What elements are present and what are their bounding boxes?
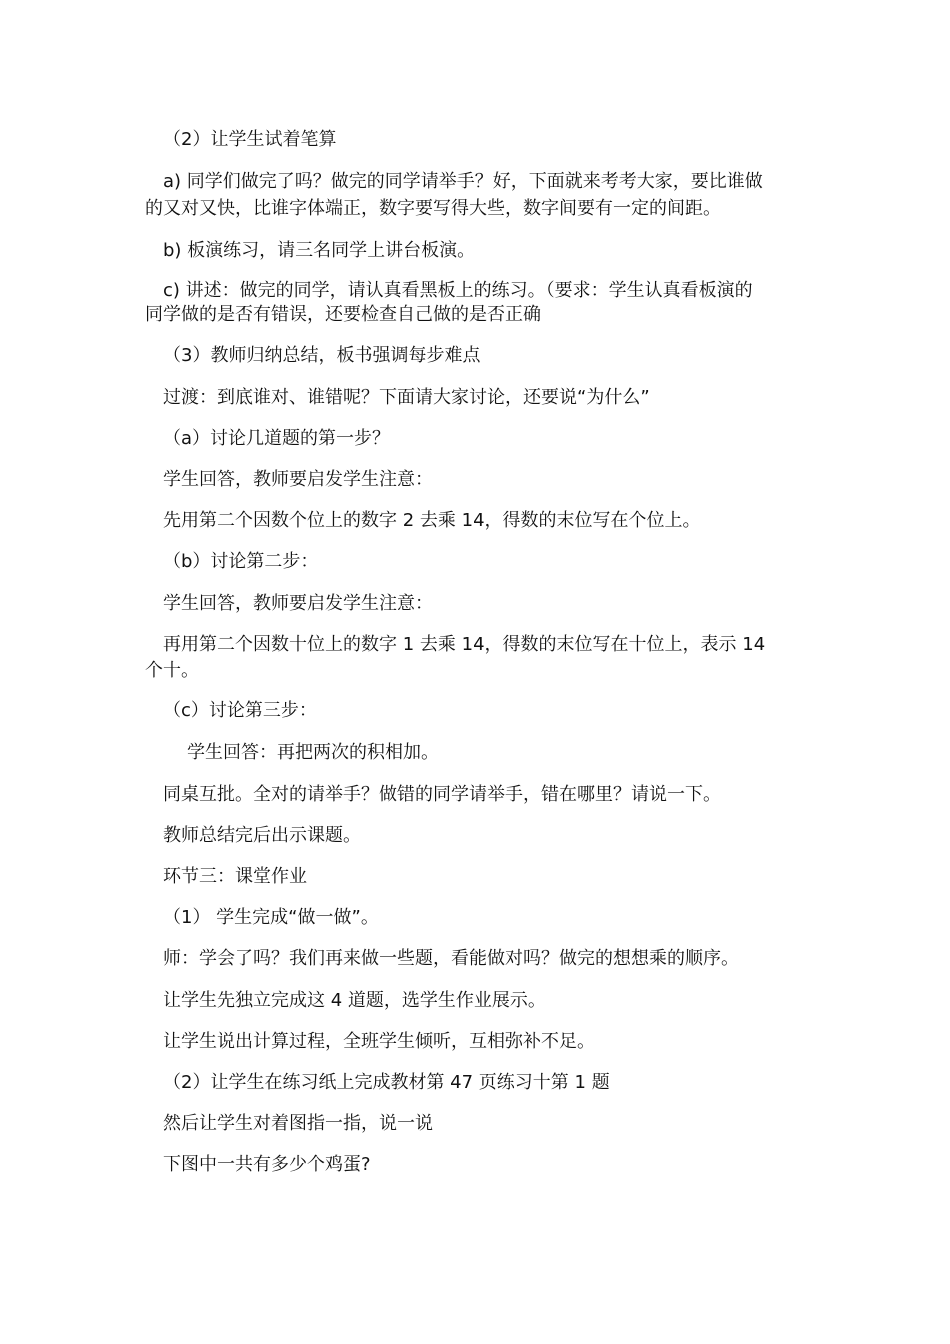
- paragraph-line: （2）让学生试着笔算: [163, 129, 337, 150]
- paragraph-line: 让学生说出计算过程，全班学生倾听，互相弥补不足。: [163, 1031, 595, 1052]
- paragraph-line: （a）讨论几道题的第一步？: [163, 428, 391, 449]
- paragraph-line: 让学生先独立完成这 4 道题，选学生作业展示。: [163, 990, 546, 1011]
- paragraph-line: 学生回答，教师要启发学生注意：: [163, 469, 433, 490]
- paragraph-line: 个十。: [145, 660, 199, 681]
- paragraph-line: 然后让学生对着图指一指，说一说: [163, 1113, 433, 1134]
- paragraph-line: （2）让学生在练习纸上完成教材第 47 页练习十第 1 题: [163, 1072, 610, 1093]
- paragraph-line: 同桌互批。全对的请举手？做错的同学请举手，错在哪里？请说一下。: [163, 784, 721, 805]
- paragraph-line: 的又对又快，比谁字体端正，数字要写得大些，数字间要有一定的间距。: [145, 198, 721, 219]
- paragraph-line: 教师总结完后出示课题。: [163, 825, 361, 846]
- paragraph-line: 下图中一共有多少个鸡蛋?: [163, 1154, 371, 1175]
- paragraph-line: 学生回答，教师要启发学生注意：: [163, 593, 433, 614]
- paragraph-line: 环节三：课堂作业: [163, 866, 307, 887]
- paragraph-line: 学生回答：再把两次的积相加。: [187, 742, 439, 763]
- paragraph-line: （3）教师归纳总结，板书强调每步难点: [163, 345, 481, 366]
- paragraph-line: （1） 学生完成“做一做”。: [163, 907, 379, 928]
- paragraph-line: 先用第二个因数个位上的数字 2 去乘 14，得数的末位写在个位上。: [163, 510, 701, 531]
- paragraph-line: 同学做的是否有错误，还要检查自己做的是否正确: [145, 304, 541, 325]
- paragraph-line: 过渡：到底谁对、谁错呢？下面请大家讨论，还要说“为什么”: [163, 387, 650, 408]
- paragraph-line: 师：学会了吗？我们再来做一些题，看能做对吗？做完的想想乘的顺序。: [163, 948, 739, 969]
- paragraph-line: 再用第二个因数十位上的数字 1 去乘 14，得数的末位写在十位上，表示 14: [163, 634, 766, 655]
- paragraph-line: a) 同学们做完了吗？做完的同学请举手？好，下面就来考考大家，要比谁做: [163, 171, 763, 192]
- paragraph-line: b) 板演练习，请三名同学上讲台板演。: [163, 240, 476, 261]
- paragraph-line: c) 讲述：做完的同学，请认真看黑板上的练习。（要求：学生认真看板演的: [163, 280, 753, 301]
- paragraph-line: （c）讨论第三步：: [163, 700, 317, 721]
- paragraph-line: （b）讨论第二步：: [163, 551, 319, 572]
